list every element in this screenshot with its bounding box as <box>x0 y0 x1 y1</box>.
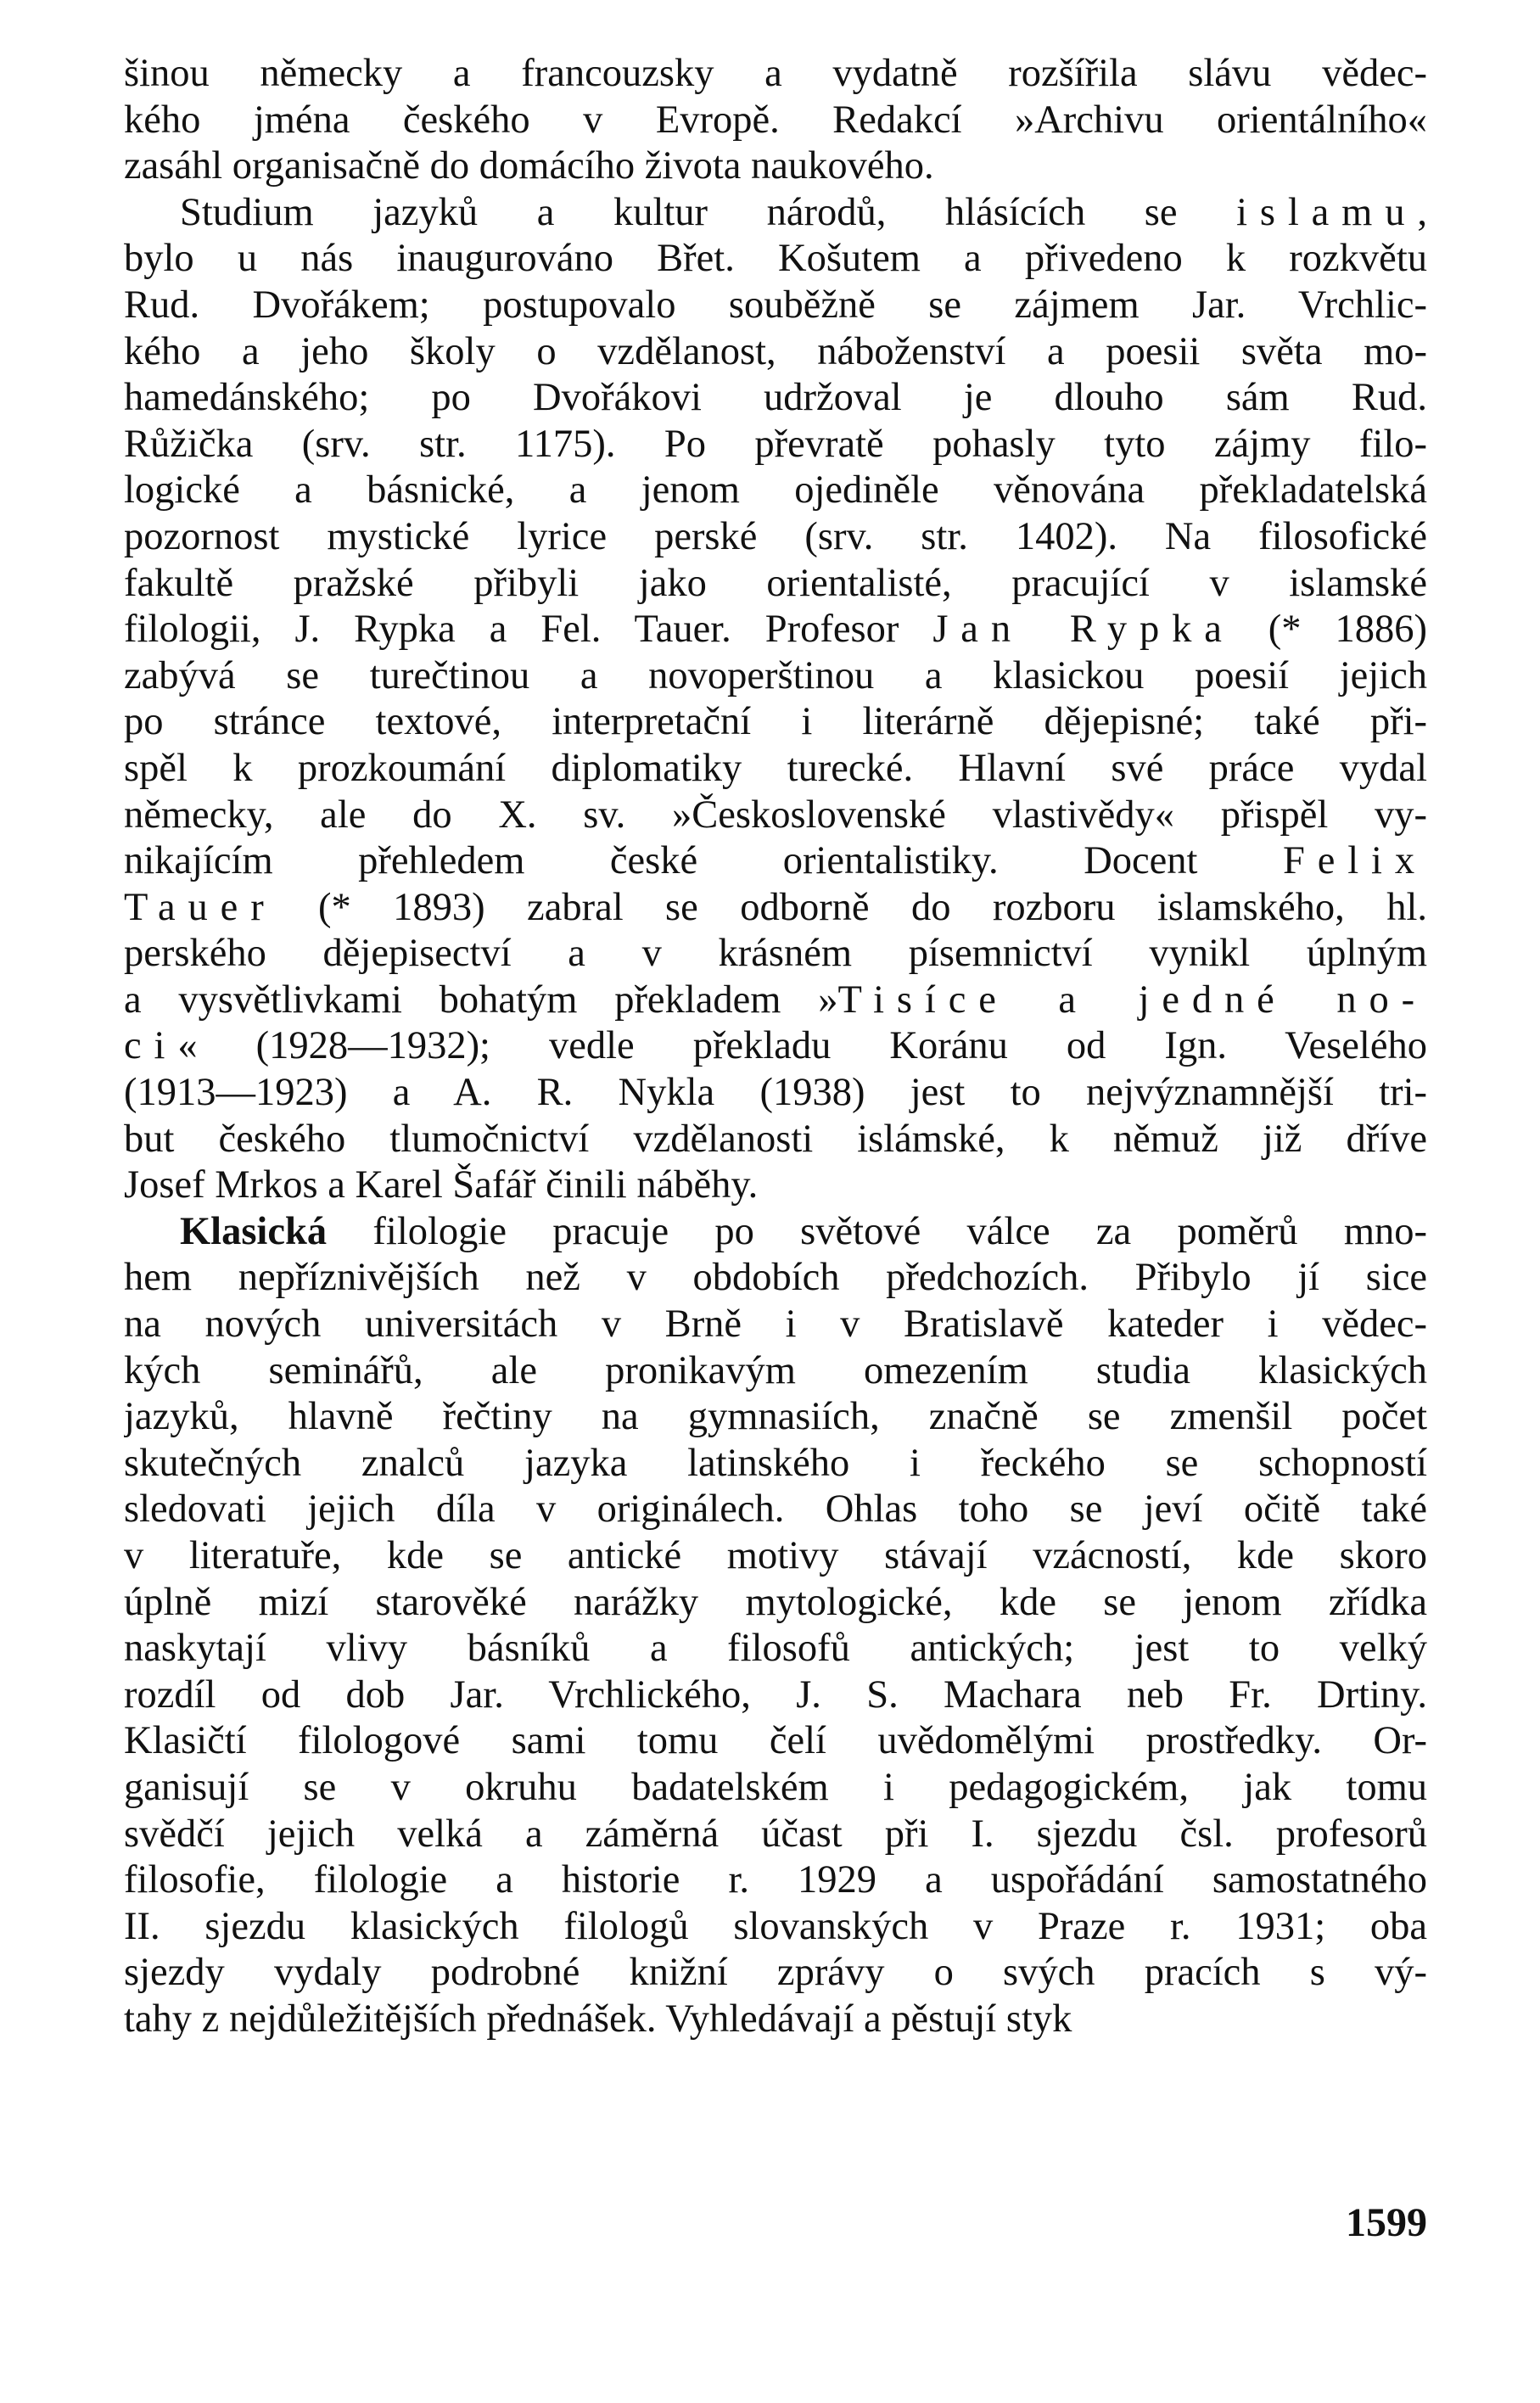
text-run: hem nepříznivějších než v obdobích předchozích. Přibylo jí sice <box>124 1256 1427 1300</box>
text-run: Rud. Dvořákem; postupovalo souběžně se zájmem Jar. Vrchlic- <box>124 283 1427 327</box>
page-number: 1599 <box>1346 2200 1427 2245</box>
text-run: šinou německy a francouzsky a vydatně rozšířila slávu vědec- <box>124 52 1427 95</box>
text-line <box>124 190 1427 237</box>
text-line <box>124 977 1427 1024</box>
text-line <box>124 1904 1427 1951</box>
text-run: filologii, J. Rypka a Fel. Tauer. Profesor <box>124 608 933 652</box>
bold-term: Klasická <box>180 1209 328 1253</box>
text-run: pozornost mystické lyrice perské (srv. str. 1402). Na filosofické <box>124 514 1427 558</box>
text-line <box>124 1023 1427 1070</box>
text-run: po stránce textové, interpretační i literárně dějepisné; také při- <box>124 700 1427 744</box>
text-run: hamedánského; po Dvořákovi udržoval je dlouho sám Rud. <box>124 376 1427 420</box>
text-run: bylo u nás inaugurováno Břet. Košutem a přivedeno k rozkvětu <box>124 237 1427 281</box>
text-line <box>124 1117 1427 1163</box>
text-run: , <box>1417 190 1427 234</box>
text-line <box>124 422 1427 468</box>
text-run: jazyků, hlavně řečtiny na gymnasiích, značně se zmenšil počet <box>124 1395 1427 1439</box>
text-line <box>124 1580 1427 1627</box>
text-run: sledovati jejich díla v originálech. Ohlas toho se jeví očitě také <box>124 1487 1427 1532</box>
text-run: spěl k prozkoumání diplomatiky turecké. Hlavní své práce vydal <box>124 746 1427 790</box>
spaced-term: Jan Rypka <box>932 608 1235 652</box>
text-line <box>124 838 1427 885</box>
text-line <box>124 607 1427 653</box>
text-line <box>124 1162 1427 1209</box>
text-line <box>124 1441 1427 1487</box>
text-line <box>124 51 1427 98</box>
text-line <box>124 1672 1427 1719</box>
text-run: Klasičtí filologové sami tomu čelí uvědomělými prostředky. Or- <box>124 1719 1427 1763</box>
text-run: (* 1886) <box>1234 608 1427 652</box>
text-run: úplně mizí starověké narážky mytologické, kde se jenom zřídka <box>124 1580 1427 1624</box>
text-line <box>124 1718 1427 1765</box>
text-run: Josef Mrkos a Karel Šafář činili náběhy. <box>124 1163 759 1207</box>
text-run: logické a básnické, a jenom ojediněle věnována překladatelská <box>124 468 1427 513</box>
text-line <box>124 236 1427 283</box>
text-run: filologie pracuje po světové válce za poměrů mno- <box>327 1209 1427 1253</box>
text-line <box>124 1812 1427 1858</box>
text-line <box>124 1857 1427 1904</box>
text-run: zasáhl organisačně do domácího života naukového. <box>124 144 934 188</box>
text-run: II. sjezdu klasických filologů slovanských v Praze r. 1931; oba <box>124 1904 1427 1948</box>
text-line <box>124 1533 1427 1580</box>
text-line <box>124 1302 1427 1348</box>
text-run: (1913—1923) a A. R. Nykla (1938) jest to nejvýznamnější tri- <box>124 1071 1427 1115</box>
text-run: v literatuře, kde se antické motivy stávají vzácností, kde skoro <box>124 1534 1427 1577</box>
book-page-text <box>124 51 1427 2043</box>
text-line <box>124 1626 1427 1672</box>
text-run: rozdíl od dob Jar. Vrchlického, J. S. Machara neb Fr. Drtiny. <box>124 1672 1427 1717</box>
text-run: nikajícím přehledem české orientalistiky. Docent <box>124 839 1283 883</box>
text-run: svědčí jejich velká a záměrná účast při I. sjezdu čsl. profesorů <box>124 1812 1427 1856</box>
text-run: a vysvětlivkami bohatým překladem » <box>124 977 838 1022</box>
text-run: (* 1893) zabral se odborně do rozboru islamského, hl. <box>276 885 1427 929</box>
text-run: Růžička (srv. str. 1175). Po převratě pohasly tyto zájmy filo- <box>124 422 1427 466</box>
text-line <box>124 1348 1427 1395</box>
text-lines <box>124 51 1427 2043</box>
text-run: kých seminářů, ale pronikavým omezením studia klasických <box>124 1348 1427 1392</box>
text-line <box>124 98 1427 144</box>
text-run: zabývá se turečtinou a novoperštinou a klasickou poesií jejich <box>124 653 1427 697</box>
text-line <box>124 1997 1427 2043</box>
text-line <box>124 143 1427 190</box>
text-run: kého a jeho školy o vzdělanost, náboženství a poesii světa mo- <box>124 329 1427 373</box>
text-line <box>124 1394 1427 1441</box>
text-run: sjezdy vydaly podrobné knižní zprávy o svých pracích s vý- <box>124 1951 1427 1995</box>
text-run: perského dějepisectví a v krásném písemnictví vynikl úplným <box>124 932 1427 976</box>
text-line <box>124 561 1427 608</box>
text-run: ganisují se v okruhu badatelském i pedagogickém, jak tomu <box>124 1765 1427 1809</box>
text-line <box>124 1070 1427 1117</box>
text-line <box>124 1950 1427 1997</box>
text-line <box>124 653 1427 700</box>
text-line <box>124 931 1427 977</box>
text-run: naskytají vlivy básníků a filosofů antických; jest to velký <box>124 1627 1427 1671</box>
text-line <box>124 283 1427 329</box>
text-line <box>124 1209 1427 1256</box>
text-line <box>124 1255 1427 1302</box>
spaced-term: Tauer <box>124 885 277 929</box>
text-run: na nových universitách v Brně i v Bratislavě kateder i vědec- <box>124 1302 1427 1347</box>
text-run: filosofie, filologie a historie r. 1929 a uspořádání samostatného <box>124 1858 1427 1902</box>
text-line <box>124 329 1427 376</box>
text-run: Studium jazyků a kultur národů, hlásících se <box>180 190 1237 234</box>
text-run: skutečných znalců jazyka latinského i řeckého se schopností <box>124 1441 1427 1485</box>
text-line <box>124 1487 1427 1533</box>
text-run: německy, ale do X. sv. »Československé vlastivědy« přispěl vy- <box>124 793 1427 837</box>
text-line <box>124 793 1427 839</box>
text-line <box>124 514 1427 561</box>
text-run: but českého tlumočnictví vzdělanosti islámské, k němuž již dříve <box>124 1117 1427 1161</box>
text-line <box>124 885 1427 932</box>
text-line <box>124 699 1427 746</box>
text-line <box>124 746 1427 793</box>
text-line <box>124 1765 1427 1812</box>
spaced-term: ci <box>124 1024 178 1068</box>
text-run: tahy z nejdůležitějších přednášek. Vyhledávají a pěstují styk <box>124 1997 1072 2041</box>
spaced-term: Tisíce a jedné no- <box>837 977 1427 1022</box>
text-line <box>124 375 1427 422</box>
text-line <box>124 468 1427 514</box>
text-run: « (1928—1932); vedle překladu Koránu od Ign. Veselého <box>177 1024 1427 1068</box>
text-run: kého jména českého v Evropě. Redakcí »Archivu orientálního« <box>124 98 1427 142</box>
text-run: fakultě pražské přibyli jako orientalisté, pracující v islamské <box>124 561 1427 605</box>
spaced-term: Felix <box>1283 839 1427 883</box>
spaced-term: islamu <box>1236 190 1418 234</box>
